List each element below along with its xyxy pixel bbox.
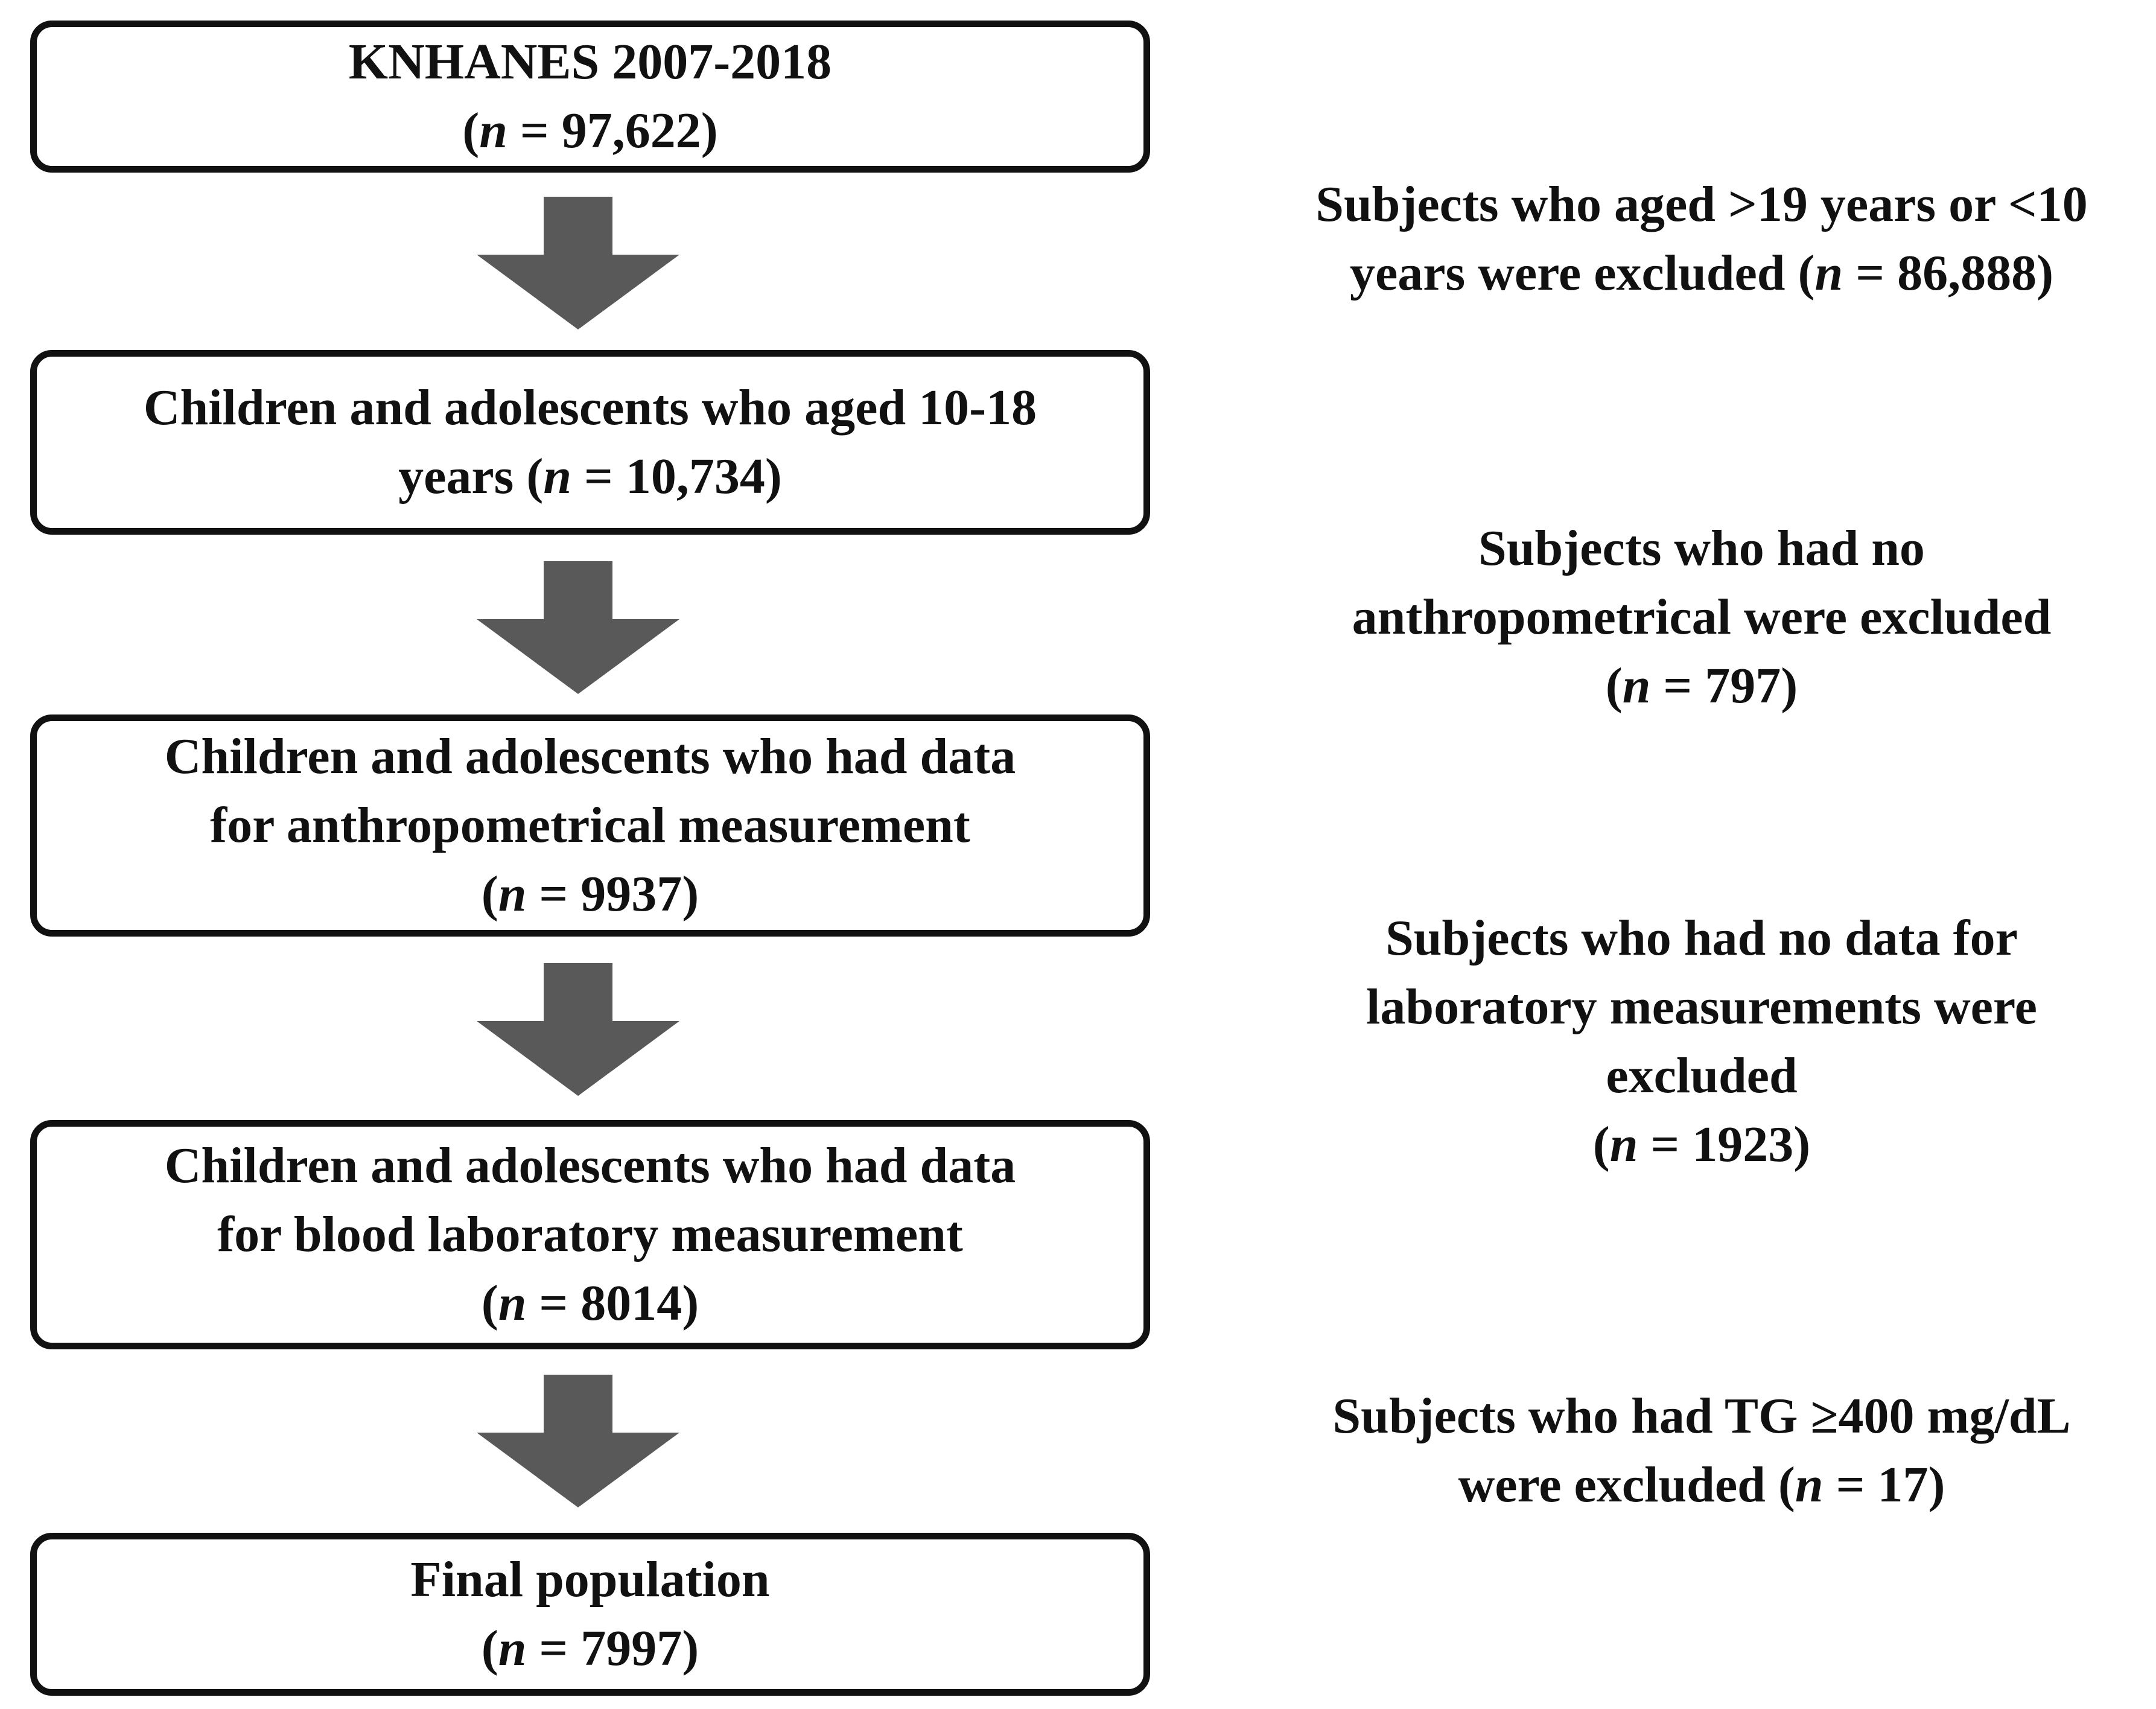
note-line: (n = 1923) [1592,1116,1811,1173]
box-title: Children and adolescents who aged 10-18 [143,380,1037,436]
flow-box-anthropometrical [30,714,1150,937]
note-line: were excluded (n = 17) [1458,1457,1945,1513]
note-line: years were excluded (n = 86,888) [1349,245,2054,301]
exclusion-note-age [1249,170,2154,308]
down-arrow [477,197,679,329]
exclusion-note-anthropometrical [1249,514,2154,721]
flow-box-blood-laboratory [30,1120,1150,1349]
box-title: for blood laboratory measurement [217,1206,963,1262]
box-count: (n = 9937) [481,866,699,922]
box-count: years (n = 10,734) [398,448,782,504]
box-count: (n = 7997) [481,1620,699,1676]
note-line: Subjects who had no [1478,520,1925,576]
note-line: Subjects who had no data for [1385,910,2018,966]
flow-box-final-population [30,1533,1150,1696]
down-arrow [477,561,679,694]
box-title: Children and adolescents who had data [164,1138,1016,1194]
note-line: Subjects who aged >19 years or <10 [1315,176,2088,232]
note-line: Subjects who had TG ≥400 mg/dL [1332,1388,2071,1444]
note-line: anthropometrical were excluded [1352,589,2052,645]
down-arrow [477,1375,679,1507]
flow-box-aged-10-18 [30,350,1150,535]
box-title: for anthropometrical measurement [210,797,970,853]
note-line: (n = 797) [1605,658,1798,714]
flow-box-knhanes [30,21,1150,173]
box-count: (n = 8014) [481,1275,699,1331]
box-count: (n = 97,622) [462,103,718,159]
box-title: KNHANES 2007-2018 [348,34,832,90]
box-title: Children and adolescents who had data [164,728,1016,784]
down-arrow [477,963,679,1096]
note-line: excluded [1606,1048,1798,1104]
exclusion-note-triglyceride [1249,1382,2154,1520]
exclusion-note-laboratory [1249,904,2154,1179]
note-line: laboratory measurements were [1366,979,2037,1035]
box-title: Final population [410,1551,770,1608]
